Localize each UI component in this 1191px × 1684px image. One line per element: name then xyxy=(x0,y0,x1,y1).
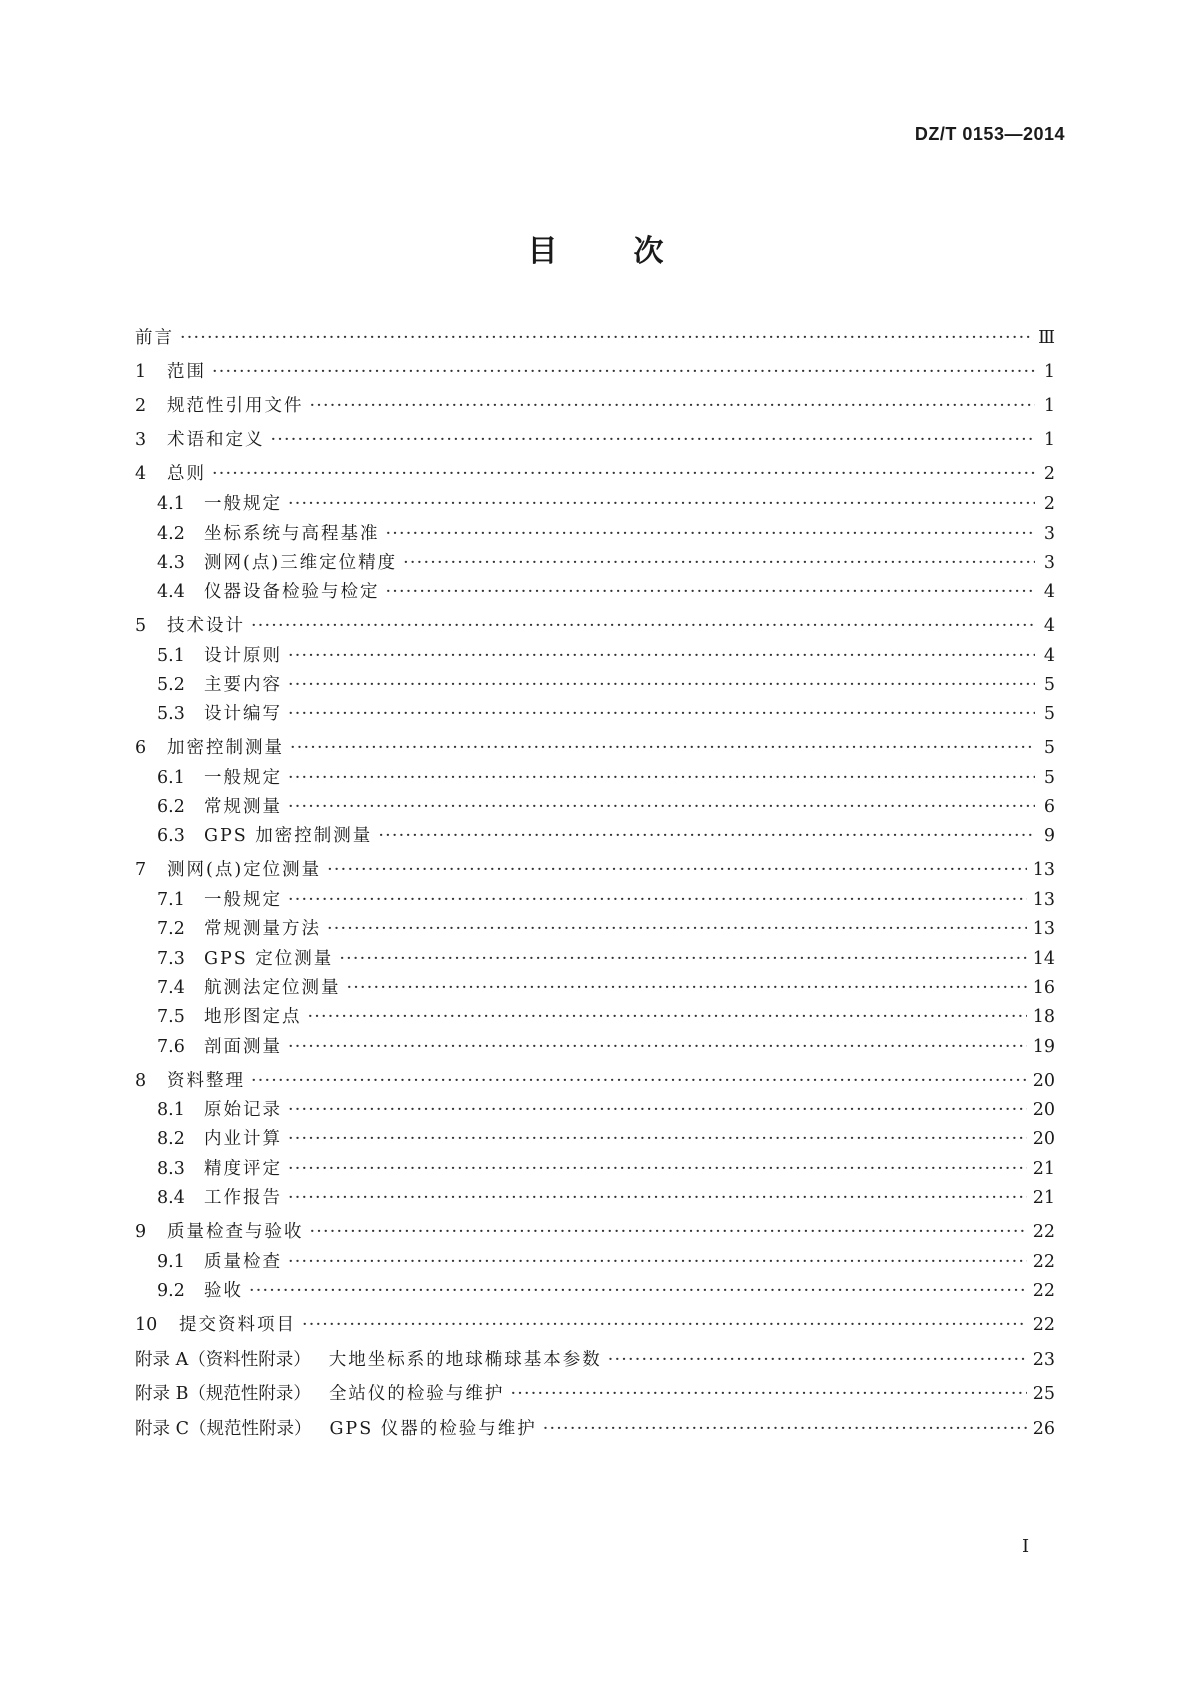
toc-entry-number: 7.2 xyxy=(157,919,185,939)
toc-title-char-2: 次 xyxy=(633,234,664,269)
toc-entry-page: 21 xyxy=(1032,1188,1055,1208)
toc-dot-leader xyxy=(288,492,1035,516)
toc-dot-leader xyxy=(378,824,1035,848)
toc-entry-number: 5.2 xyxy=(157,675,185,695)
toc-entry-label: 全站仪的检验与维护 xyxy=(328,1384,505,1404)
toc-entry-label: 一般规定 xyxy=(204,494,282,514)
toc-entry-label: 术语和定义 xyxy=(167,430,265,450)
toc-dot-leader xyxy=(288,1250,1027,1274)
toc-dot-leader xyxy=(288,1035,1027,1059)
toc-dot-leader xyxy=(310,1220,1027,1244)
toc-entry-page: 9 xyxy=(1043,826,1055,846)
toc-entry[interactable] xyxy=(135,1348,1055,1372)
toc-entry-number: 4.1 xyxy=(157,494,185,514)
toc-entry-label: GPS 加密控制测量 xyxy=(204,826,373,846)
toc-dot-leader xyxy=(339,947,1026,971)
toc-entry-label: 常规测量 xyxy=(204,797,282,817)
toc-entry-number: 3 xyxy=(135,430,147,450)
page-number: I xyxy=(1022,1536,1030,1557)
toc-entry-page: 5 xyxy=(1043,768,1055,788)
toc-entry-number: 附录 A（资料性附录） xyxy=(135,1350,311,1370)
toc-entry-label: GPS 仪器的检验与维护 xyxy=(329,1419,537,1439)
toc-entry-number: 附录 C（规范性附录） xyxy=(135,1419,312,1439)
toc-dot-leader xyxy=(288,702,1035,726)
toc-dot-leader xyxy=(608,1348,1027,1372)
toc-entry[interactable] xyxy=(157,1098,1055,1122)
toc-entry-label: 内业计算 xyxy=(204,1129,282,1149)
toc-entry-number: 5.1 xyxy=(157,646,185,666)
toc-entry[interactable] xyxy=(157,492,1055,516)
toc-title xyxy=(0,226,1191,270)
toc-dot-leader xyxy=(288,1186,1027,1210)
toc-entry-label: 常规测量方法 xyxy=(204,919,321,939)
toc-entry-label: 质量检查与验收 xyxy=(167,1222,304,1242)
toc-entry-page: 14 xyxy=(1032,949,1055,969)
toc-entry-number: 9 xyxy=(135,1222,147,1242)
toc-entry[interactable] xyxy=(135,858,1055,882)
toc-entry[interactable] xyxy=(135,1220,1055,1244)
toc-entry-page: 22 xyxy=(1032,1252,1055,1272)
toc-entry-number: 7.6 xyxy=(157,1037,185,1057)
toc-entry-label: 剖面测量 xyxy=(204,1037,282,1057)
toc-entry-number: 8 xyxy=(135,1071,147,1091)
toc-entry-number: 4.4 xyxy=(157,582,185,602)
toc-entry-page: 4 xyxy=(1043,616,1055,636)
toc-dot-leader xyxy=(327,858,1027,882)
toc-entry[interactable] xyxy=(135,326,1055,350)
toc-entry-number: 7.3 xyxy=(157,949,185,969)
toc-entry-number: 7.4 xyxy=(157,978,185,998)
toc-entry-number: 6.2 xyxy=(157,797,185,817)
toc-dot-leader xyxy=(302,1313,1027,1337)
toc-dot-leader xyxy=(403,551,1035,575)
toc-entry[interactable] xyxy=(157,947,1055,971)
toc-entry-page: 26 xyxy=(1032,1419,1055,1439)
toc-entry-page: 3 xyxy=(1043,524,1055,544)
toc-dot-leader xyxy=(288,795,1035,819)
toc-entry-label: 航测法定位测量 xyxy=(204,978,341,998)
toc-dot-leader xyxy=(386,580,1036,604)
toc-entry-page: 22 xyxy=(1032,1315,1055,1335)
toc-entry-page: 20 xyxy=(1032,1071,1055,1091)
toc-entry-label: 测网(点)定位测量 xyxy=(167,860,322,880)
toc-entry[interactable] xyxy=(157,1157,1055,1181)
toc-entry-label: 验收 xyxy=(204,1281,243,1301)
toc-entry-page: 21 xyxy=(1032,1159,1055,1179)
toc-entry-label: 坐标系统与高程基准 xyxy=(204,524,380,544)
toc-dot-leader xyxy=(543,1417,1027,1441)
toc-dot-leader xyxy=(212,360,1035,384)
toc-entry[interactable] xyxy=(157,551,1055,575)
toc-entry-number: 8.2 xyxy=(157,1129,185,1149)
toc-entry-number: 8.3 xyxy=(157,1159,185,1179)
toc-entry[interactable] xyxy=(157,1127,1055,1151)
toc-entry-page: 13 xyxy=(1032,919,1055,939)
toc-entry[interactable] xyxy=(157,580,1055,604)
toc-entry-page: 5 xyxy=(1043,675,1055,695)
toc-entry-label: 测网(点)三维定位精度 xyxy=(204,553,398,573)
toc-dot-leader xyxy=(249,1279,1027,1303)
toc-entry-page: 22 xyxy=(1032,1281,1055,1301)
toc-entry-label: 范围 xyxy=(167,362,206,382)
toc-entry[interactable] xyxy=(135,428,1055,452)
toc-dot-leader xyxy=(288,766,1035,790)
toc-entry-number: 9.2 xyxy=(157,1281,185,1301)
toc-entry[interactable] xyxy=(135,360,1055,384)
toc-entry-label: 一般规定 xyxy=(204,768,282,788)
toc-entry-label: 大地坐标系的地球椭球基本参数 xyxy=(328,1350,602,1370)
toc-entry[interactable] xyxy=(157,917,1055,941)
toc-entry-number: 8.1 xyxy=(157,1100,185,1120)
toc-entry-number: 1 xyxy=(135,362,147,382)
toc-dot-leader xyxy=(310,394,1036,418)
toc-entry[interactable] xyxy=(157,824,1055,848)
toc-entry-label: 前言 xyxy=(135,328,174,348)
toc-entry-label: 一般规定 xyxy=(204,890,282,910)
toc-entry[interactable] xyxy=(157,1186,1055,1210)
toc-entry[interactable] xyxy=(135,736,1055,760)
toc-entry-label: 技术设计 xyxy=(167,616,245,636)
toc-entry-number: 8.4 xyxy=(157,1188,185,1208)
toc-entry-number: 4.2 xyxy=(157,524,185,544)
toc-entry[interactable] xyxy=(157,644,1055,668)
toc-entry-number: 2 xyxy=(135,396,147,416)
toc-entry[interactable] xyxy=(135,614,1055,638)
toc-entry-label: 设计原则 xyxy=(204,646,282,666)
toc-entry-page: 2 xyxy=(1043,464,1055,484)
toc-entry-page: 22 xyxy=(1032,1222,1055,1242)
toc-dot-leader xyxy=(288,888,1027,912)
toc-dot-leader xyxy=(288,673,1035,697)
toc-dot-leader xyxy=(308,1005,1027,1029)
toc-entry[interactable] xyxy=(135,394,1055,418)
toc-title-char-1: 目 xyxy=(527,234,558,269)
toc-entry-label: 规范性引用文件 xyxy=(167,396,304,416)
toc-entry[interactable] xyxy=(135,462,1055,486)
toc-entry-number: 4.3 xyxy=(157,553,185,573)
toc-entry[interactable] xyxy=(157,702,1055,726)
toc-entry-number: 7.1 xyxy=(157,890,185,910)
toc-entry-label: 提交资料项目 xyxy=(179,1315,296,1335)
toc-entry-page: 1 xyxy=(1043,396,1055,416)
toc-dot-leader xyxy=(510,1382,1026,1406)
toc-entry-page: 5 xyxy=(1043,704,1055,724)
toc-entry[interactable] xyxy=(157,1035,1055,1059)
toc-dot-leader xyxy=(251,614,1035,638)
toc-entry-label: 加密控制测量 xyxy=(167,738,284,758)
toc-entry[interactable] xyxy=(157,522,1055,546)
toc-entry[interactable] xyxy=(157,766,1055,790)
toc-entry-label: 主要内容 xyxy=(204,675,282,695)
toc-entry-page: 6 xyxy=(1043,797,1055,817)
toc-entry-page: 23 xyxy=(1032,1350,1055,1370)
toc-entry-page: 13 xyxy=(1032,860,1055,880)
toc-entry-page: 13 xyxy=(1032,890,1055,910)
toc-entry-number: 6.3 xyxy=(157,826,185,846)
toc-entry[interactable] xyxy=(135,1069,1055,1093)
toc-entry-page: 4 xyxy=(1043,646,1055,666)
toc-entry-label: 仪器设备检验与检定 xyxy=(204,582,380,602)
toc-entry-page: 4 xyxy=(1043,582,1055,602)
toc-entry[interactable] xyxy=(135,1313,1055,1337)
toc-entry-number: 7.5 xyxy=(157,1007,185,1027)
toc-entry-label: 精度评定 xyxy=(204,1159,282,1179)
toc-entry[interactable] xyxy=(135,1417,1055,1441)
toc-entry[interactable] xyxy=(157,1279,1055,1303)
toc-entry[interactable] xyxy=(157,795,1055,819)
toc-entry-page: 1 xyxy=(1043,362,1055,382)
toc-dot-leader xyxy=(288,1157,1027,1181)
document-code: DZ/T 0153—2014 xyxy=(914,124,1065,144)
toc-entry-label: 原始记录 xyxy=(204,1100,282,1120)
toc-entry-page: 19 xyxy=(1032,1037,1055,1057)
toc-entry-page: 2 xyxy=(1043,494,1055,514)
toc-entry-number: 9.1 xyxy=(157,1252,185,1272)
toc-entry-label: 总则 xyxy=(167,464,206,484)
toc-dot-leader xyxy=(288,1127,1027,1151)
toc-entry-page: 16 xyxy=(1032,978,1055,998)
toc-dot-leader xyxy=(212,462,1035,486)
toc-entry-page: 20 xyxy=(1032,1129,1055,1149)
toc-entry-label: GPS 定位测量 xyxy=(204,949,334,969)
toc-entry-label: 设计编写 xyxy=(204,704,282,724)
toc-entry-label: 质量检查 xyxy=(204,1252,282,1272)
toc-entry-number: 7 xyxy=(135,860,147,880)
toc-entry[interactable] xyxy=(157,1005,1055,1029)
toc-entry-page: 3 xyxy=(1043,553,1055,573)
toc-entry-number: 10 xyxy=(135,1315,158,1335)
toc-dot-leader xyxy=(327,917,1027,941)
toc-entry-label: 地形图定点 xyxy=(204,1007,302,1027)
toc-entry[interactable] xyxy=(157,673,1055,697)
toc-dot-leader xyxy=(180,326,1032,350)
toc-entry-number: 5.3 xyxy=(157,704,185,724)
toc-dot-leader xyxy=(347,976,1027,1000)
toc-dot-leader xyxy=(290,736,1035,760)
toc-entry-page: 20 xyxy=(1032,1100,1055,1120)
toc-entry-page: 1 xyxy=(1043,430,1055,450)
toc-dot-leader xyxy=(251,1069,1027,1093)
toc-entry[interactable] xyxy=(157,888,1055,912)
toc-entry-number: 6 xyxy=(135,738,147,758)
toc-dot-leader xyxy=(386,522,1036,546)
toc-entry[interactable] xyxy=(135,1382,1055,1406)
toc-entry-label: 工作报告 xyxy=(204,1188,282,1208)
toc-entry-page: 25 xyxy=(1032,1384,1055,1404)
toc-entry[interactable] xyxy=(157,1250,1055,1274)
toc-entry-number: 4 xyxy=(135,464,147,484)
toc-entry-page: 5 xyxy=(1043,738,1055,758)
toc-entry-page: 18 xyxy=(1032,1007,1055,1027)
toc-entry-page: Ⅲ xyxy=(1038,328,1055,348)
toc-entry-number: 5 xyxy=(135,616,147,636)
toc-entry-number: 6.1 xyxy=(157,768,185,788)
toc-dot-leader xyxy=(271,428,1036,452)
toc-dot-leader xyxy=(288,644,1035,668)
toc-dot-leader xyxy=(288,1098,1027,1122)
toc-entry[interactable] xyxy=(157,976,1055,1000)
toc-entry-label: 资料整理 xyxy=(167,1071,245,1091)
toc-entry-number: 附录 B（规范性附录） xyxy=(135,1384,311,1404)
